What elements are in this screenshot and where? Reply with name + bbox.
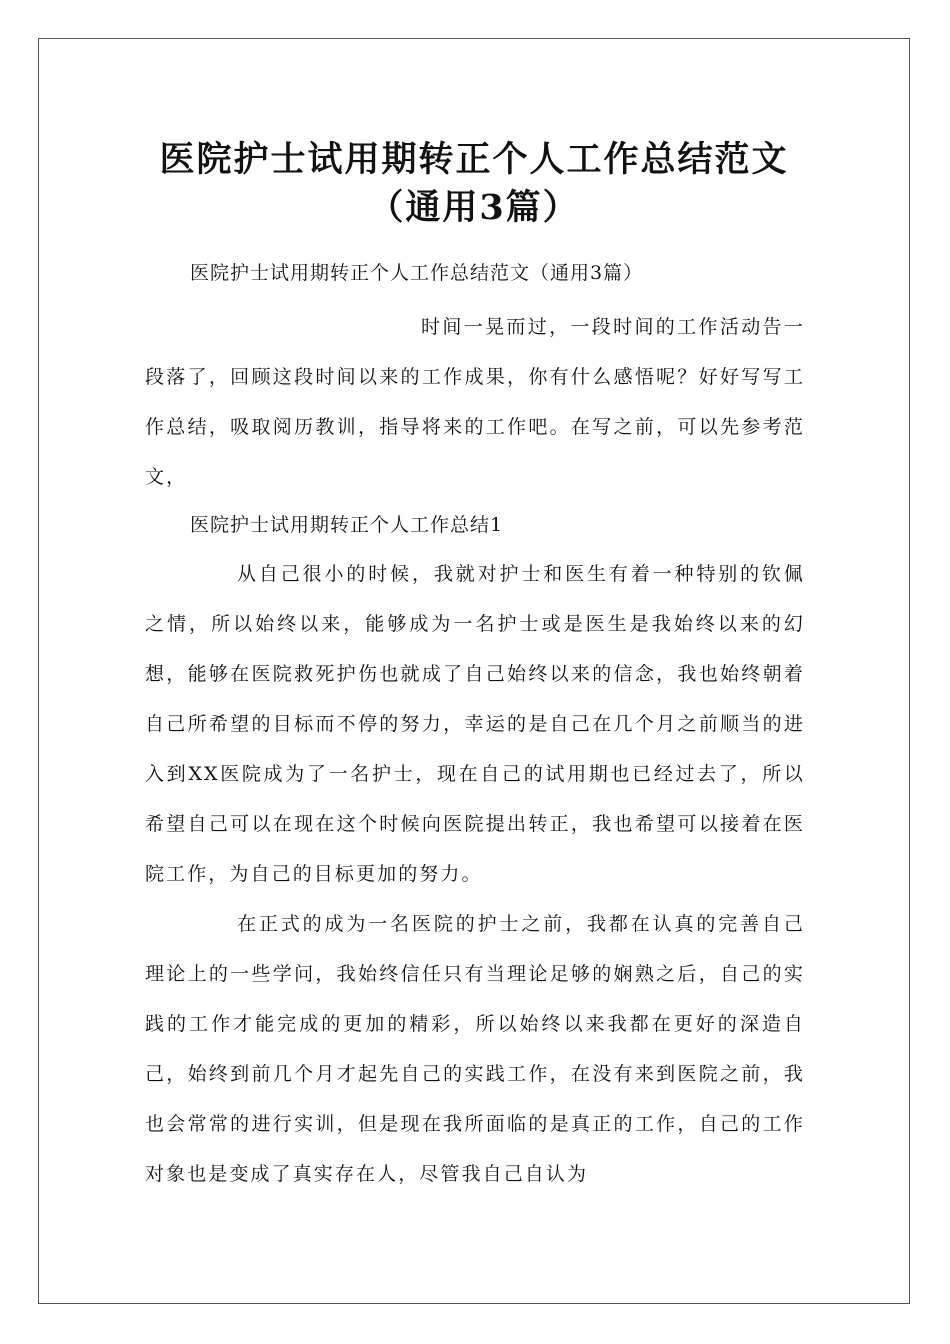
body-paragraph-2: 在正式的成为一名医院的护士之前，我都在认真的完善自己理论上的一些学问，我始终信任只有当理论足够的娴熟之后，自己的实践的工作才能完成的更加的精彩，所以始终以来我都在更好的深造自己，始终到前几个月才起先自己的实践工作，在没有来到医院之前，我也会常常的进行实训，但是现在我所面临的是真正的工作，自己的工作对象也是变成了真实存在人，尽管我自己自认为: [145, 913, 805, 1185]
document-subtitle: 医院护士试用期转正个人工作总结范文（通用3篇）: [190, 262, 644, 284]
section-heading: 医院护士试用期转正个人工作总结1: [190, 514, 504, 536]
document-title-line-2: （通用3篇）: [368, 187, 580, 228]
document-title-line-1: 医院护士试用期转正个人工作总结范文: [159, 139, 789, 180]
intro-paragraph: 时间一晃而过，一段时间的工作活动告一段落了，回顾这段时间以来的工作成果，你有什么感悟呢？好好写写工作总结，吸取阅历教训，指导将来的工作吧。在写之前，可以先参考范文，: [145, 316, 805, 488]
body-paragraph-1: 从自己很小的时候，我就对护士和医生有着一种特别的钦佩之情，所以始终以来，能够成为一名护士或是医生是我始终以来的幻想，能够在医院救死护伤也就成了自己始终以来的信念，我也始终朝着自己所希望的目标而不停的努力，幸运的是自己在几个月之前顺当的进入到XX医院成为了一名护士，现在自己的试用期也已经过去了，所以希望自己可以在现在这个时候向医院提出转正，我也希望可以接着在医院工作，为自己的目标更加的努力。: [145, 563, 805, 885]
